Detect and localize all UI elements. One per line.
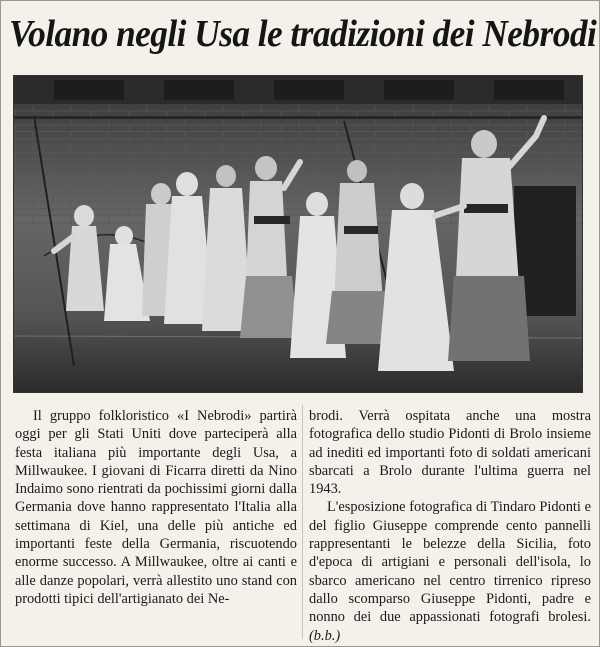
author-signature: (b.b.) xyxy=(309,627,341,644)
article-column-right xyxy=(309,407,591,644)
paragraph-with-signature xyxy=(309,498,591,644)
paragraph: brodi. Verrà ospitata anche una mostra fotografica dello studio Pidonti di Brolo insieme ad inediti ed importanti foto di soldati americani sbarcati a Brolo durante l'ultima guerra nel 1943. xyxy=(309,408,591,498)
article-photo xyxy=(13,75,583,393)
paragraph: Il gruppo folkloristico «I Nebrodi» partirà oggi per gli Stati Uniti dove parteciperà alla festa italiana più importante degli Usa, a Millwaukee. I giovani di Ficarra diretti da Nino Indaimo sono rientrati da pochissimi giorni dalla Germania dove hanno rappresentato l'Italia alla settimana di Kiel, una delle più antiche ed importanti feste della Germania, riscuotendo enorme successo. A Millwaukee, oltre ai canti e alle danze popolari, verrà allestito uno stand con prodotti tipici dell'artigianato dei Ne- xyxy=(15,408,297,607)
paragraph-text: L'esposizione fotografica di Tindaro Pidonti e del figlio Giuseppe comprende cento pannelli rappresentanti le belezze della Sicilia, foto d'epoca di artigiani e personali dell'isola, lo sbarco americano nel centro tirrenico ripreso dallo scomparso Giuseppe Pidonti, padre e nonno dei due appassionati fotografi brolesi. xyxy=(309,499,591,626)
headline: Volano negli Usa le tradizioni dei Nebrodi xyxy=(9,13,597,55)
column-divider xyxy=(302,405,303,639)
folk-dancers-photo xyxy=(14,76,583,393)
article-column-left xyxy=(15,407,297,639)
